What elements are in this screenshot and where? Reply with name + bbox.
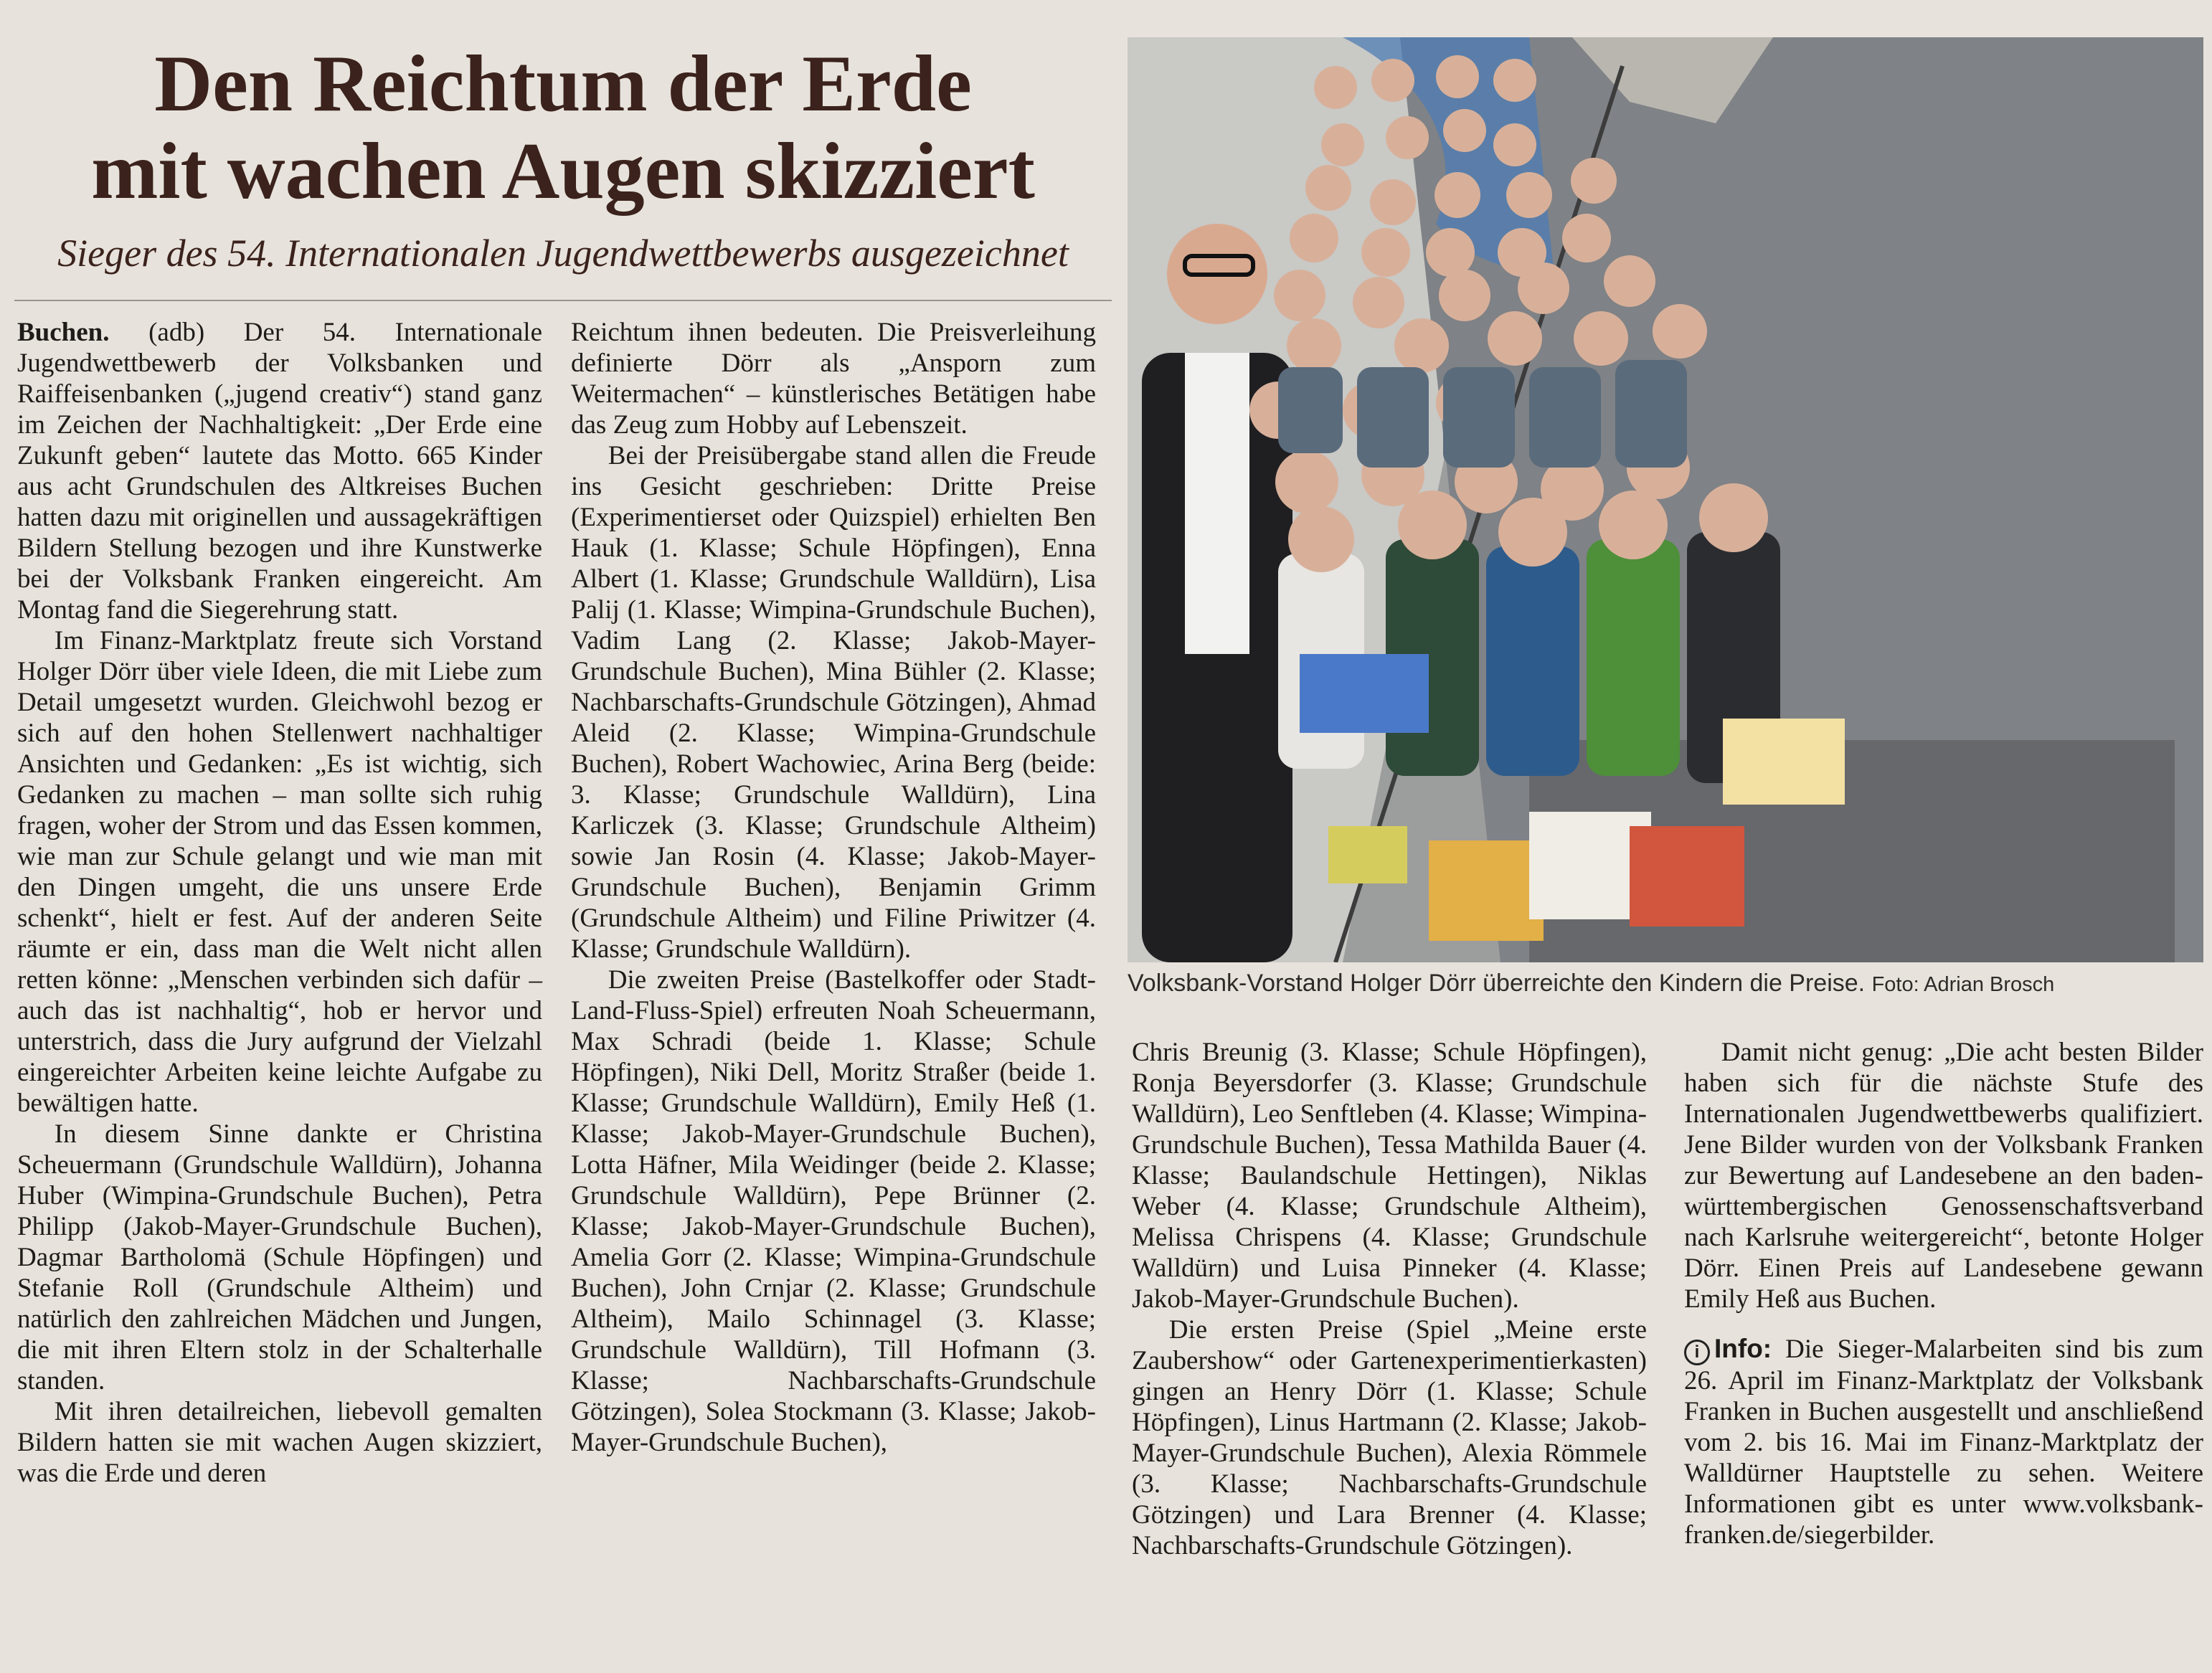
paragraph: Die zweiten Preise (Bastelkoffer oder Stadt-Land-Fluss-Spiel) erfreuten Noah Scheuermann, Max Schradi (beide 1. Klasse; Schule Höpfingen), Niki Dell, Moritz Straßer (beide 1. Klasse; Grundschule Walldürn), Emily Heß (1. Klasse; Jakob-Mayer-Grundschule Buchen), Lotta Häfner, Mila Weidinger (beide 2. Klasse; Grundschule Walldürn), Pepe Brünner (2. Klasse; Jakob-Mayer-Grundschule Buchen), Amelia Gorr (2. Klasse; Wimpina-Grundschule Buchen), John Crnjar (2. Klasse; Grundschule Altheim), Mailo Schinnagel (3. Klasse; Grundschule Walldürn), Till Hofmann (3. Klasse; Nachbarschafts-Grundschule Götzingen), Solea Stockmann (3. Klasse; Jakob-Mayer-Grundschule Buchen), bbox=[571, 965, 1096, 1457]
paragraph: Damit nicht genug: „Die acht besten Bilder haben sich für die nächste Stufe des Internationalen Jugendwettbewerbs qualifiziert. Jene Bilder wurden von der Volksbank Franken zur Bewertung auf Landesebene an den baden-württembergischen Genossenschaftsverband nach Karlsruhe weitergereicht“, betonte Holger Dörr. Einen Preis auf Landesebene gewann Emily Heß aus Buchen. bbox=[1684, 1038, 2203, 1314]
header-divider bbox=[14, 300, 1112, 301]
dateline: Buchen. bbox=[17, 318, 110, 347]
paragraph: Chris Breunig (3. Klasse; Schule Höpfingen), Ronja Beyersdorfer (3. Klasse; Grundschule Walldürn), Leo Senftleben (4. Klasse; Wimpina-Grundschule Buchen), Tessa Mathilda Bauer (4. Klasse; Baulandschule Hettingen), Niklas Weber (4. Klasse; Grundschule Altheim), Melissa Chrispens (4. Klasse; Grundschule Walldürn) und Luisa Pinneker (4. Klasse; Jakob-Mayer-Grundschule Buchen). bbox=[1132, 1038, 1647, 1314]
paragraph: Reichtum ihnen bedeuten. Die Preisverleihung definierte Dörr als „Ansporn zum Weitermachen“ – künstlerisches Betätigen habe das Zeug zum Hobby auf Lebenszeit. bbox=[571, 318, 1096, 440]
paragraph: Die ersten Preise (Spiel „Meine erste Zaubershow“ oder Gartenexperimentierkasten) gingen an Henry Dörr (1. Klasse; Schule Höpfingen), Linus Hartmann (2. Klasse; Jakob-Mayer-Grundschule Buchen), Alexia Römmele (3. Klasse; Nachbarschafts-Grundschule Götzingen) und Lara Brenner (4. Klasse; Nachbarschafts-Grundschule Götzingen). bbox=[1132, 1315, 1647, 1560]
paragraph: Bei der Preisübergabe stand allen die Freude ins Gesicht geschrieben: Dritte Preise (Experimentierset oder Quizspiel) erhielten Ben Hauk (1. Klasse; Schule Höpfingen), Enna Albert (1. Klasse; Grundschule Walldürn), Lisa Palij (1. Klasse; Wimpina-Grundschule Buchen), Vadim Lang (2. Klasse; Jakob-Mayer-Grundschule Buchen), Mina Bühler (2. Klasse; Nachbarschafts-Grundschule Götzingen), Ahmad Aleid (2. Klasse; Wimpina-Grundschule Buchen), Robert Wachowiec, Arina Berg (beide: 3. Klasse; Grundschule Walldürn), Lina Karliczek (3. Klasse; Grundschule Altheim) sowie Jan Rosin (4. Klasse; Jakob-Mayer-Grundschule Buchen), Benjamin Grimm (Grundschule Altheim) und Filine Priwitzer (4. Klasse; Grundschule Walldürn). bbox=[571, 441, 1096, 964]
paragraph: Im Finanz-Marktplatz freute sich Vorstand Holger Dörr über viele Ideen, die mit Liebe zum Detail umgesetzt wurden. Gleichwohl bezog er sich auf den hohen Stellenwert nachhaltiger Ansichten und Gedanken: „Es ist wichtig, sich Gedanken zu machen – man sollte sich ruhig fragen, woher der Strom und das Essen kommen, wie man zur Schule gelangt und wie man mit den Dingen umgeht, die uns unsere Erde schenkt“, hielt er fest. Auf der anderen Seite räumte er ein, dass man die Welt nicht allen retten könne: „Menschen verbinden sich dafür – auch das ist nachhaltig“, hob er hervor und unterstrich, dass die Jury aufgrund der Vielzahl eingereichter Arbeiten keine leichte Aufgabe zu bewältigen hatte. bbox=[17, 626, 542, 1118]
text-column-1 bbox=[17, 317, 542, 1489]
info-text: Die Sieger-Malarbeiten sind bis zum 26. April im Finanz-Marktplatz der Volksbank Franken in Buchen ausgestellt und anschließend vom 2. bis 16. Mai im Finanz-Marktplatz der Walldürner Hauptstelle zu sehen. Weitere Informationen gibt es unter www.volksbank-franken.de/siegerbilder. bbox=[1684, 1335, 2204, 1550]
caption-text: Volksbank-Vorstand Holger Dörr überreichte den Kindern die Preise. bbox=[1128, 970, 1866, 997]
info-label: Info: bbox=[1714, 1334, 1772, 1363]
info-icon: i bbox=[1684, 1340, 1710, 1365]
article-subheadline: Sieger des 54. Internationalen Jugendwettbewerbs ausgezeichnet bbox=[57, 232, 1069, 275]
paragraph: Buchen. (adb) Der 54. Internationale Jugendwettbewerb der Volksbanken und Raiffeisenbanken („jugend creativ“) stand ganz im Zeichen der Nachhaltigkeit: „Der Erde eine Zukunft geben“ lautete das Motto. 665 Kinder aus acht Grundschulen des Altkreises Buchen hatten dazu mit originellen und aussagekräftigen Bildern Stellung bezogen und ihre Kunstwerke bei der Volksbank Franken eingereicht. Am Montag fand die Siegerehrung statt. bbox=[17, 318, 542, 625]
group-photo-illustration bbox=[1128, 37, 2203, 962]
paragraph: In diesem Sinne dankte er Christina Scheuermann (Grundschule Walldürn), Johanna Huber (Wimpina-Grundschule Buchen), Petra Philipp (Jakob-Mayer-Grundschule Buchen), Dagmar Bartholomä (Schule Höpfingen) und Stefanie Roll (Grundschule Altheim) und natürlich den zahlreichen Mädchen und Jungen, die mit ihren Eltern stolz in der Schalterhalle standen. bbox=[17, 1119, 542, 1395]
paragraph: Mit ihren detailreichen, liebevoll gemalten Bildern hatten sie mit wachen Augen skizziert, was die Erde und deren bbox=[17, 1397, 542, 1488]
text-column-3 bbox=[1132, 1037, 1647, 1561]
text-column-2 bbox=[571, 317, 1096, 1458]
article-headline bbox=[14, 40, 1112, 215]
photo-caption bbox=[1128, 970, 2203, 997]
headline-line-2: mit wachen Augen skizziert bbox=[91, 127, 1035, 217]
text-column-4 bbox=[1684, 1037, 2203, 1550]
headline-line-1: Den Reichtum der Erde bbox=[154, 39, 972, 128]
photo-credit: Foto: Adrian Brosch bbox=[1871, 973, 2055, 996]
adjacent-article-bleed-left bbox=[0, 0, 10, 1673]
article-photo bbox=[1128, 37, 2203, 962]
info-box bbox=[1684, 1333, 2203, 1550]
